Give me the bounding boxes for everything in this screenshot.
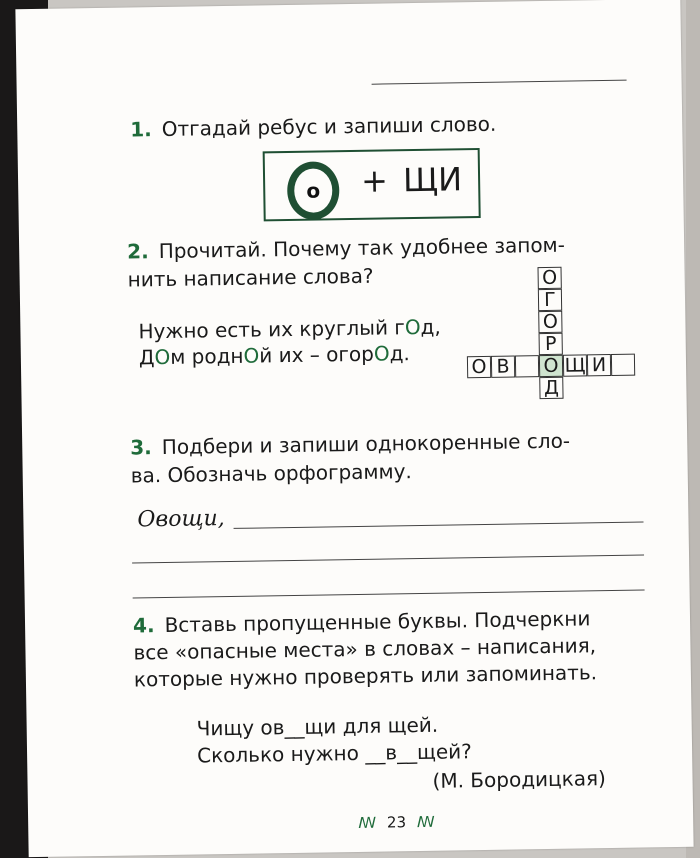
- rebus-syllable: ЩИ: [402, 160, 463, 200]
- workbook-page: [15, 0, 693, 857]
- page-footer: [358, 813, 435, 832]
- verse-author: (М. Бородицкая): [432, 766, 606, 793]
- task1-text: Отгадай ребус и запиши слово.: [161, 111, 497, 141]
- task2-number: 2.: [127, 239, 149, 264]
- answer-line-2[interactable]: [132, 554, 644, 563]
- rebus-plus-sign: +: [360, 161, 389, 200]
- task3-text-line1: Подбери и запиши однокоренные сло-: [161, 428, 571, 460]
- task4-text-line1: Вставь пропущенные буквы. Подчеркни: [164, 606, 591, 638]
- task4-number: 4.: [132, 613, 155, 638]
- verse-line2: Сколько нужно __в__щей?: [196, 739, 472, 768]
- crossword-cell: Г: [538, 289, 562, 311]
- answer-line-3[interactable]: [133, 589, 645, 598]
- crossword-cell: [515, 355, 539, 377]
- poem1-part: д,: [420, 314, 441, 339]
- crossword-cell: О: [538, 311, 562, 333]
- poem-line1: [138, 315, 441, 344]
- poem2-part: м родн: [170, 343, 244, 369]
- task2-text-line2: нить написание слова?: [127, 263, 374, 292]
- crossword-cell: О: [467, 356, 491, 378]
- crossword-cell: Р: [539, 333, 563, 355]
- task4-line1: [133, 606, 591, 637]
- poem2-part: д.: [389, 341, 410, 366]
- poem2-part: Д: [138, 345, 155, 370]
- poem2-highlight: О: [373, 341, 390, 366]
- task4-text-line3: которые нужно проверять или запоминать.: [133, 660, 598, 692]
- crossword-cell: И: [587, 354, 611, 376]
- task2-line1: [127, 233, 565, 264]
- poem2-part: й их – огор: [259, 341, 375, 368]
- poem1-highlight: О: [404, 314, 421, 340]
- poem2-highlight: О: [154, 344, 171, 370]
- rebus-box: [263, 148, 481, 221]
- poem-line2: [139, 341, 410, 369]
- crossword-cell: Щ: [564, 354, 586, 377]
- crossword-cell: Д: [539, 377, 563, 399]
- task3-text-line2: ва. Обозначь орфограмму.: [130, 459, 412, 488]
- handwritten-answer: Овощи,: [137, 506, 225, 533]
- task4-text-line2: все «опасные места» в словах – написания,: [133, 633, 597, 665]
- top-answer-line[interactable]: [372, 80, 627, 85]
- left-ornament: ꟿ: [358, 813, 377, 832]
- crossword-cell: О: [537, 267, 561, 289]
- task2-text-line1: Прочитай. Почему так удобнее запом-: [158, 232, 566, 264]
- task1-heading: [130, 112, 496, 142]
- page-number: 23: [386, 813, 407, 832]
- crossword-cell: [611, 354, 635, 376]
- crossword-cell: В: [491, 355, 515, 377]
- poem2-highlight: О: [243, 343, 260, 368]
- task3-number: 3.: [130, 435, 152, 460]
- right-ornament: ꟿ: [416, 812, 435, 832]
- task1-number: 1.: [130, 117, 152, 142]
- rebus-circle: о: [287, 161, 340, 220]
- answer-line-1[interactable]: [234, 521, 644, 528]
- poem1-part: Нужно есть их круглый г: [138, 315, 406, 344]
- task3-line1: [130, 429, 570, 460]
- crossword-shared-cell: О: [539, 355, 563, 377]
- verse-line1: Чищу ов__щи для щей.: [196, 712, 439, 741]
